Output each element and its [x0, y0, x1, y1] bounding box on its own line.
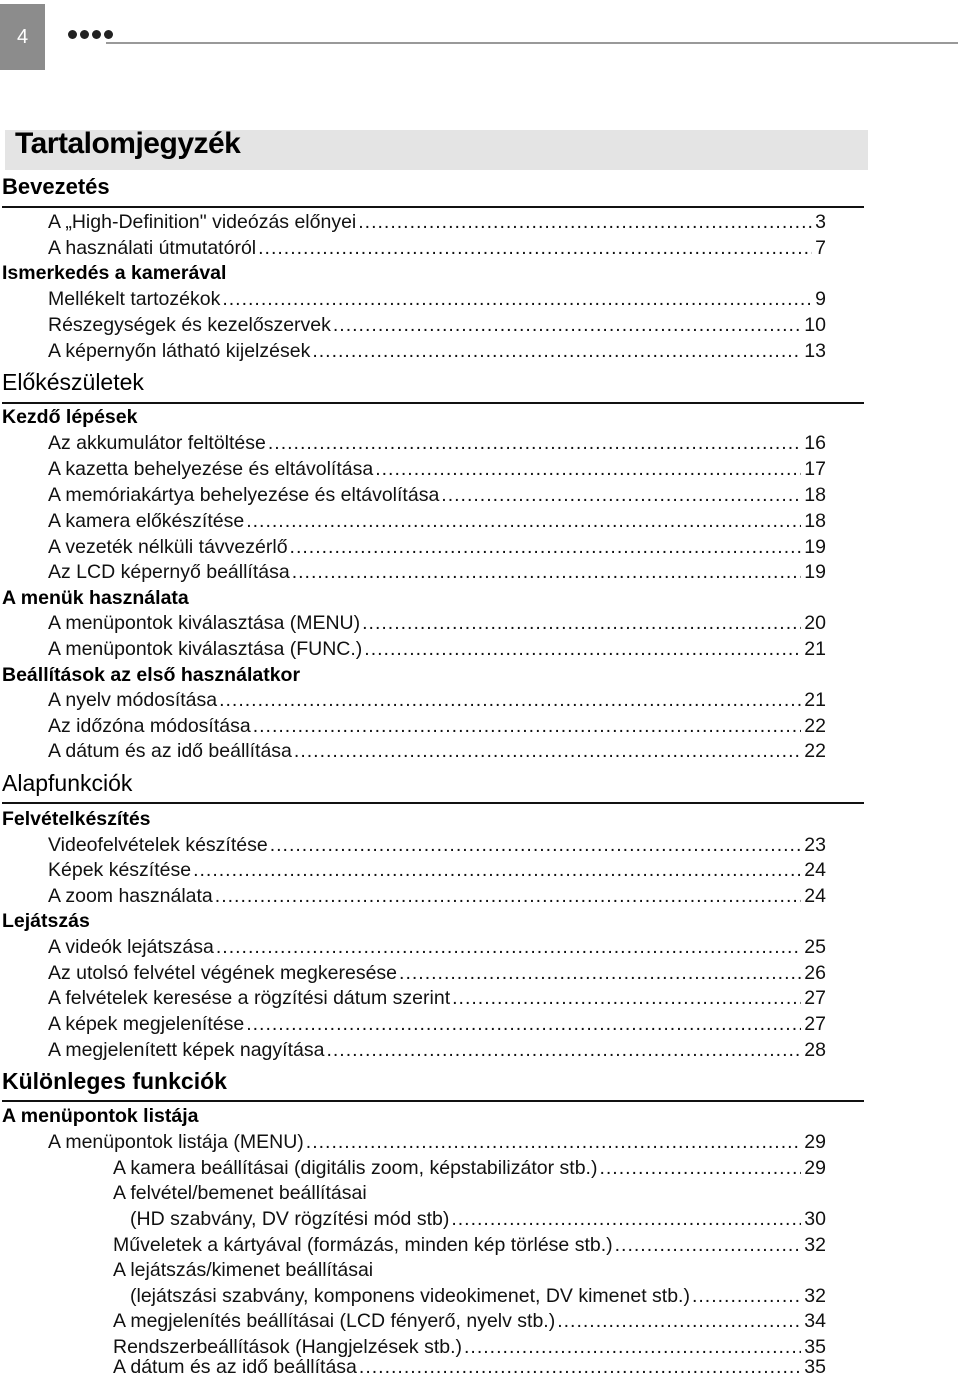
- entry-page: 20: [804, 612, 826, 634]
- toc-entry[interactable]: [48, 340, 826, 363]
- section-heading-bevezetes: Bevezetés: [2, 174, 110, 199]
- dot-leader: [557, 1310, 801, 1333]
- toc-entry[interactable]: [48, 484, 826, 507]
- dot-leader: [359, 1356, 801, 1379]
- entry-page: 35: [804, 1336, 826, 1358]
- entry-page: 25: [804, 936, 826, 958]
- dot-leader: [615, 1234, 802, 1257]
- entry-page: 21: [804, 689, 826, 711]
- entry-label: A „High-Definition" videózás előnyei: [48, 211, 357, 233]
- toc-entry[interactable]: [48, 432, 826, 455]
- entry-page: 7: [815, 237, 826, 259]
- dot-leader: [219, 689, 801, 712]
- dot-leader: [306, 1131, 802, 1154]
- entry-label: A megjelenítés beállításai (LCD fényerő, nyelv stb.): [113, 1310, 556, 1332]
- entry-label: Az LCD képernyő beállítása: [48, 561, 290, 583]
- entry-label: Rendszerbeállítások (Hangjelzések stb.): [113, 1336, 463, 1358]
- entry-label: A kazetta behelyezése és eltávolítása: [48, 458, 374, 480]
- entry-page: 28: [804, 1039, 826, 1061]
- toc-entry[interactable]: [48, 962, 826, 985]
- entry-label: Az időzóna módosítása: [48, 715, 251, 737]
- dot-icon: [68, 30, 77, 39]
- toc-entry[interactable]: [48, 612, 826, 635]
- toc-entry[interactable]: [48, 1131, 826, 1154]
- entry-page: 18: [804, 510, 826, 532]
- entry-label: (lejátszási szabvány, komponens videokimenet, DV kimenet stb.): [130, 1285, 690, 1307]
- entry-label: A vezeték nélküli távvezérlő: [48, 536, 288, 558]
- dot-leader: [451, 1208, 801, 1231]
- entry-page: 16: [804, 432, 826, 454]
- section-heading-menuk: A menük használata: [2, 587, 189, 609]
- entry-label: A használati útmutatóról: [48, 237, 257, 259]
- section-heading-beallitasok: Beállítások az első használatkor: [2, 664, 301, 686]
- entry-page: 24: [804, 885, 826, 907]
- dot-leader: [452, 987, 801, 1010]
- entry-page: 29: [804, 1157, 826, 1179]
- dot-leader: [375, 458, 801, 481]
- toc-entry[interactable]: [130, 1285, 826, 1308]
- entry-page: 26: [804, 962, 826, 984]
- chapter-heading-alapfunkciok: Alapfunkciók: [2, 770, 133, 796]
- toc-entry-line[interactable]: A lejátszás/kimenet beállításai: [113, 1259, 374, 1281]
- dot-leader: [364, 638, 801, 661]
- toc-entry[interactable]: [48, 288, 826, 311]
- chapter-heading-elokeszuletek: Előkészületek: [2, 369, 144, 395]
- toc-entry[interactable]: [48, 859, 826, 882]
- entry-label: Részegységek és kezelőszervek: [48, 314, 331, 336]
- dot-leader: [692, 1285, 801, 1308]
- entry-page: 23: [804, 834, 826, 856]
- entry-label: A dátum és az idő beállítása: [113, 1356, 357, 1378]
- toc-entry-line[interactable]: A felvétel/bemenet beállításai: [113, 1182, 367, 1204]
- entry-label: A felvételek keresése a rögzítési dátum szerint: [48, 987, 451, 1009]
- entry-page: 22: [804, 740, 826, 762]
- toc-entry[interactable]: [48, 536, 826, 559]
- dot-leader: [362, 612, 801, 635]
- toc-entry[interactable]: [48, 936, 826, 959]
- entry-page: 35: [804, 1356, 826, 1378]
- toc-entry[interactable]: [48, 237, 826, 260]
- dot-leader: [268, 432, 801, 455]
- entry-page: 30: [804, 1208, 826, 1230]
- chapter-heading-kulonleges: Különleges funkciók: [2, 1068, 227, 1094]
- entry-page: 19: [804, 536, 826, 558]
- page-title: Tartalomjegyzék: [15, 127, 241, 160]
- dot-leader: [246, 1013, 801, 1036]
- toc-entry[interactable]: [48, 1013, 826, 1036]
- toc-entry[interactable]: [48, 561, 826, 584]
- section-heading-kezdo: Kezdő lépések: [2, 406, 138, 428]
- dot-leader: [193, 859, 801, 882]
- entry-label: Képek készítése: [48, 859, 192, 881]
- toc-entry[interactable]: [113, 1310, 826, 1333]
- entry-page: 32: [804, 1234, 826, 1256]
- dot-leader: [215, 885, 802, 908]
- entry-label: Mellékelt tartozékok: [48, 288, 221, 310]
- entry-page: 34: [804, 1310, 826, 1332]
- dot-leader: [441, 484, 801, 507]
- toc-entry[interactable]: [113, 1234, 826, 1257]
- toc-entry[interactable]: [48, 715, 826, 738]
- dot-icon: [80, 30, 89, 39]
- section-rule: [2, 802, 864, 804]
- section-heading-menupontok: A menüpontok listája: [2, 1105, 199, 1127]
- header-rule: [106, 42, 958, 44]
- toc-entry[interactable]: [48, 458, 826, 481]
- entry-label: A videók lejátszása: [48, 936, 214, 958]
- entry-page: 10: [804, 314, 826, 336]
- entry-page: 13: [804, 340, 826, 362]
- page-number-tab: 4: [0, 4, 45, 70]
- dot-leader: [253, 715, 802, 738]
- toc-entry[interactable]: [48, 689, 826, 712]
- dot-icon: [92, 30, 101, 39]
- toc-entry[interactable]: [48, 885, 826, 908]
- entry-page: 18: [804, 484, 826, 506]
- dot-leader: [312, 340, 801, 363]
- toc-entry[interactable]: [48, 314, 826, 337]
- entry-label: Az akkumulátor feltöltése: [48, 432, 266, 454]
- toc-entry[interactable]: [48, 211, 826, 234]
- dot-leader: [326, 1039, 801, 1062]
- entry-label: Műveletek a kártyával (formázás, minden kép törlése stb.): [113, 1234, 613, 1256]
- toc-entry[interactable]: [130, 1208, 826, 1231]
- dot-leader: [294, 740, 801, 763]
- section-rule: [2, 206, 864, 208]
- entry-page: 3: [815, 211, 826, 233]
- entry-label: A képek megjelenítése: [48, 1013, 245, 1035]
- entry-page: 17: [804, 458, 826, 480]
- entry-label: Az utolsó felvétel végének megkeresése: [48, 962, 398, 984]
- dot-leader: [358, 211, 812, 234]
- entry-label: A menüpontok listája (MENU): [48, 1131, 304, 1153]
- entry-label: A menüpontok kiválasztása (FUNC.): [48, 638, 363, 660]
- header-dots: [68, 30, 116, 39]
- entry-label: A nyelv módosítása: [48, 689, 218, 711]
- dot-leader: [290, 536, 802, 559]
- entry-page: 9: [815, 288, 826, 310]
- toc-entry[interactable]: [113, 1356, 826, 1379]
- entry-page: 24: [804, 859, 826, 881]
- dot-leader: [399, 962, 801, 985]
- entry-page: 32: [804, 1285, 826, 1307]
- toc-entry[interactable]: [48, 1039, 826, 1062]
- dot-leader: [216, 936, 801, 959]
- dot-leader: [270, 834, 802, 857]
- toc-entry[interactable]: [48, 638, 826, 661]
- dot-leader: [292, 561, 802, 584]
- section-rule: [2, 402, 864, 404]
- entry-page: 27: [804, 1013, 826, 1035]
- entry-page: 27: [804, 987, 826, 1009]
- entry-label: A memóriakártya behelyezése és eltávolítása: [48, 484, 440, 506]
- toc-entry[interactable]: [48, 987, 826, 1010]
- entry-label: (HD szabvány, DV rögzítési mód stb): [130, 1208, 450, 1230]
- dot-leader: [222, 288, 812, 311]
- entry-label: A dátum és az idő beállítása: [48, 740, 292, 762]
- entry-label: A zoom használata: [48, 885, 213, 907]
- entry-page: 21: [804, 638, 826, 660]
- entry-page: 19: [804, 561, 826, 583]
- entry-page: 29: [804, 1131, 826, 1153]
- entry-label: Videofelvételek készítése: [48, 834, 268, 856]
- section-heading-ismerkedes: Ismerkedés a kamerával: [2, 262, 227, 284]
- section-rule: [2, 1100, 864, 1102]
- entry-page: 22: [804, 715, 826, 737]
- dot-leader: [333, 314, 801, 337]
- dot-leader: [599, 1157, 801, 1180]
- dot-icon: [104, 30, 113, 39]
- entry-label: A menüpontok kiválasztása (MENU): [48, 612, 361, 634]
- entry-label: A kamera beállításai (digitális zoom, képstabilizátor stb.): [113, 1157, 598, 1179]
- entry-label: A megjelenített képek nagyítása: [48, 1039, 325, 1061]
- entry-label: A képernyőn látható kijelzések: [48, 340, 311, 362]
- dot-leader: [246, 510, 801, 533]
- dot-leader: [258, 237, 812, 260]
- toc-entry[interactable]: [48, 740, 826, 763]
- entry-label: A kamera előkészítése: [48, 510, 245, 532]
- toc-entry[interactable]: [48, 510, 826, 533]
- toc-entry[interactable]: [113, 1157, 826, 1180]
- toc-entry[interactable]: [48, 834, 826, 857]
- section-heading-lejatszas: Lejátszás: [2, 910, 90, 932]
- section-heading-felvetelkeszites: Felvételkészítés: [2, 808, 151, 830]
